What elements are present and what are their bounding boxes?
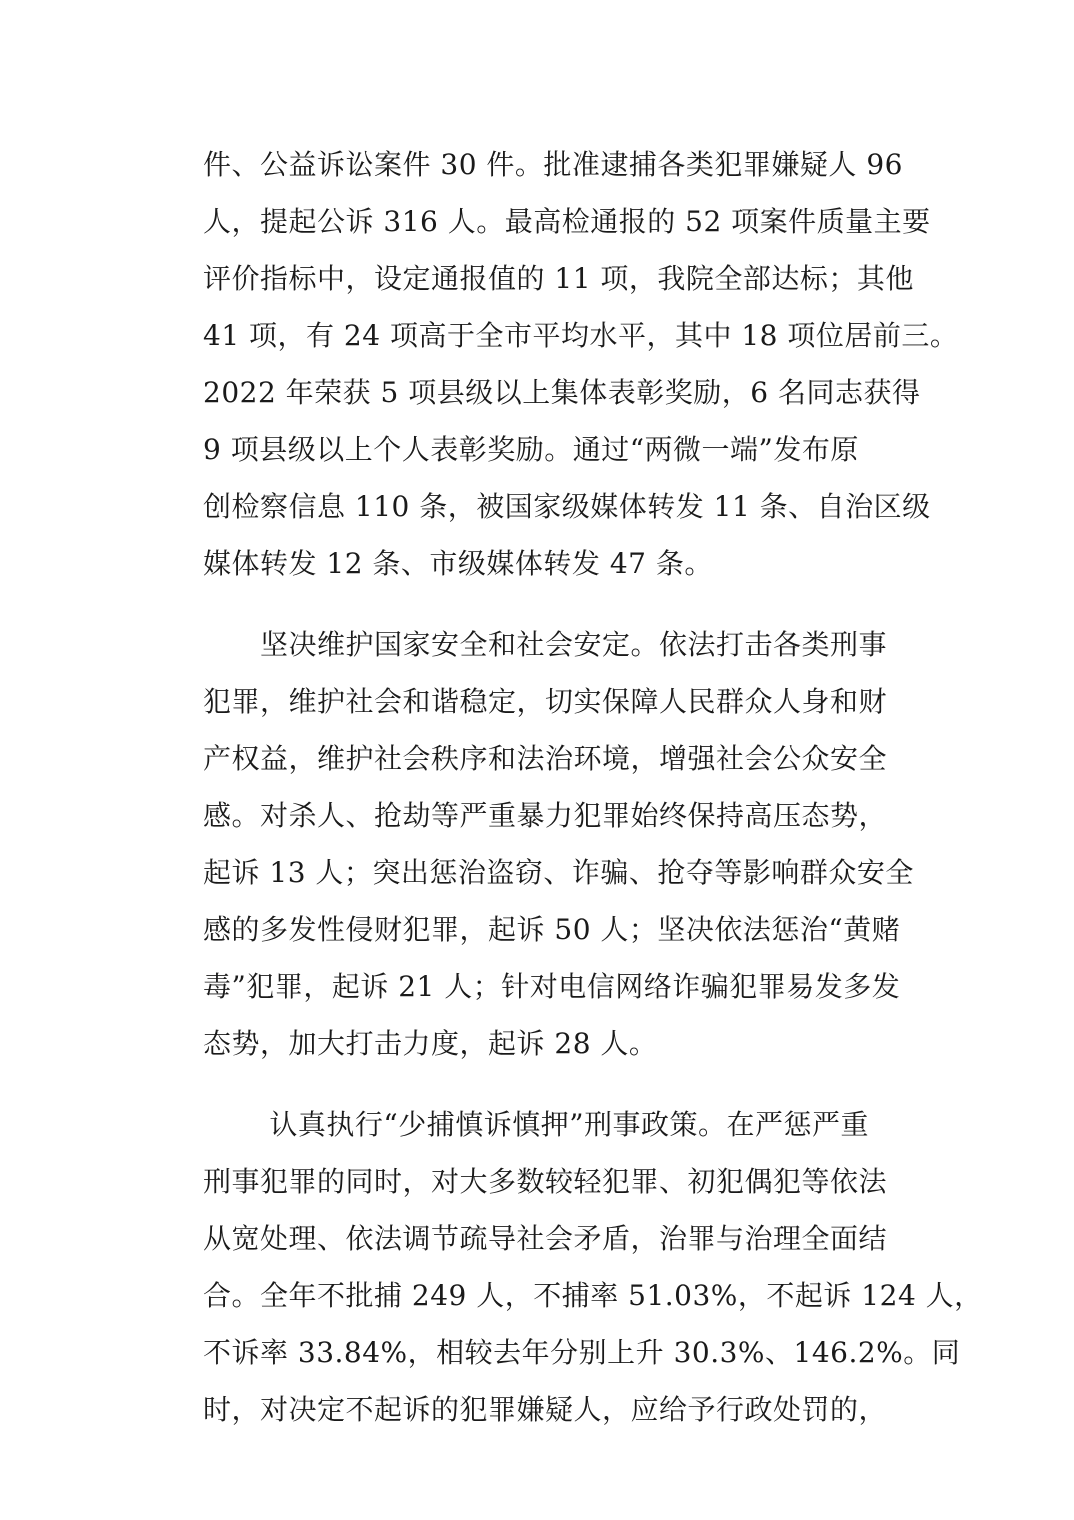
text-line: 感的多发性侵财犯罪，起诉 50 人；坚决依法惩治“黄赌 [203, 913, 901, 946]
text-line: 坚决维护国家安全和社会安定。依法打击各类刑事 [203, 628, 888, 661]
text-line: 2022 年荣获 5 项县级以上集体表彰奖励，6 名同志获得 [203, 376, 921, 409]
text-line: 时，对决定不起诉的犯罪嫌疑人，应给予行政处罚的， [203, 1393, 888, 1426]
text-line: 从宽处理、依法调节疏导社会矛盾，治罪与治理全面结 [203, 1222, 888, 1255]
text-line: 起诉 13 人；突出惩治盗窃、诈骗、抢夺等影响群众安全 [203, 856, 914, 889]
text-line: 态势，加大打击力度，起诉 28 人。 [203, 1027, 658, 1060]
paragraph-policy [203, 1096, 983, 1438]
text-line: 产权益，维护社会秩序和法治环境，增强社会公众安全 [203, 742, 888, 775]
text-line: 毒”犯罪，起诉 21 人；针对电信网络诈骗犯罪易发多发 [203, 970, 901, 1003]
paragraph-summary [203, 136, 959, 592]
text-line: 创检察信息 110 条，被国家级媒体转发 11 条、自治区级 [203, 490, 931, 523]
text-line: 犯罪，维护社会和谐稳定，切实保障人民群众人身和财 [203, 685, 888, 718]
paragraph-gap [203, 1072, 943, 1096]
body-text [203, 136, 983, 1438]
text-line: 9 项县级以上个人表彰奖励。通过“两微一端”发布原 [203, 433, 859, 466]
text-line: 刑事犯罪的同时，对大多数较轻犯罪、初犯偶犯等依法 [203, 1165, 888, 1198]
text-line: 人，提起公诉 316 人。最高检通报的 52 项案件质量主要 [203, 205, 931, 238]
text-line: 41 项，有 24 项高于全市平均水平，其中 18 项位居前三。 [203, 319, 959, 352]
text-line: 认真执行“少捕慎诉慎押”刑事政策。在严惩严重 [203, 1108, 870, 1141]
paragraph-gap [203, 592, 943, 616]
text-line: 媒体转发 12 条、市级媒体转发 47 条。 [203, 547, 713, 580]
paragraph-security [203, 616, 943, 1072]
text-line: 不诉率 33.84%，相较去年分别上升 30.3%、146.2%。同 [203, 1336, 961, 1369]
text-line: 合。全年不批捕 249 人，不捕率 51.03%，不起诉 124 人， [203, 1279, 983, 1312]
text-line: 评价指标中，设定通报值的 11 项，我院全部达标；其他 [203, 262, 914, 295]
text-line: 感。对杀人、抢劫等严重暴力犯罪始终保持高压态势， [203, 799, 888, 832]
text-line: 件、公益诉讼案件 30 件。批准逮捕各类犯罪嫌疑人 96 [203, 148, 903, 181]
